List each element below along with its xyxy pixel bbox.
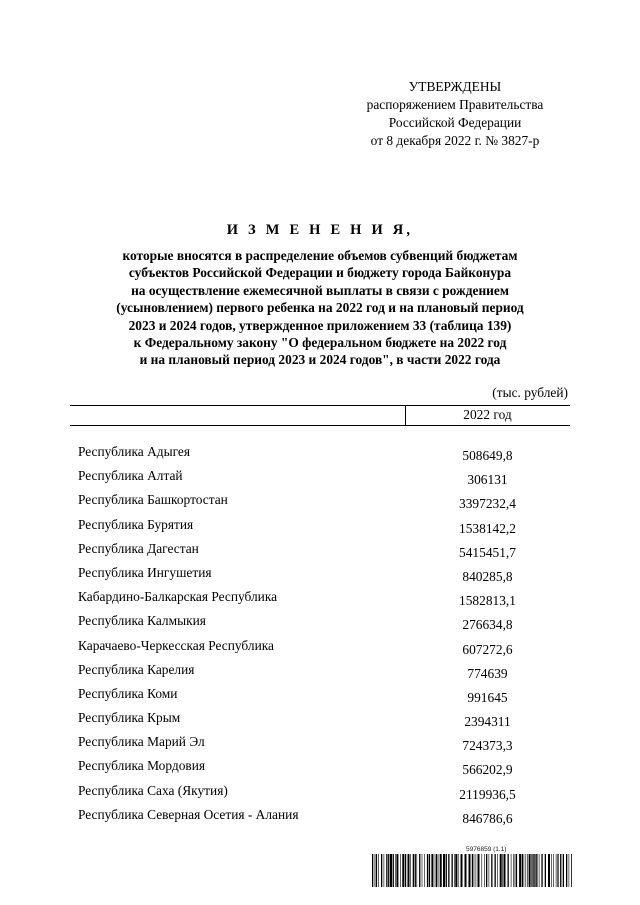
- region-value: 5415451,7: [459, 544, 516, 560]
- region-value: 2119936,5: [459, 786, 516, 802]
- region-value: 306131: [467, 472, 508, 488]
- table-row: [78, 758, 570, 782]
- region-value: 2394311: [464, 714, 511, 730]
- region-name: Республика Адыгея: [78, 444, 190, 459]
- table-row: [78, 468, 570, 492]
- region-name: Карачаево-Черкесская Республика: [78, 637, 274, 653]
- approval-title: УТВЕРЖДЕНЫ: [408, 79, 502, 94]
- document-stamp: [372, 846, 572, 888]
- region-value: 566202,9: [462, 762, 513, 778]
- region-value: 840285,8: [462, 568, 513, 584]
- region-name: Республика Крым: [78, 710, 181, 726]
- region-name: Республика Алтай: [78, 468, 183, 484]
- table-row: [78, 444, 570, 468]
- subtitle-line: на осуществление ежемесячной выплаты в связи с рождением: [131, 282, 509, 298]
- region-value: 846786,6: [462, 810, 513, 826]
- table-row: [78, 662, 570, 686]
- region-name: Республика Северная Осетия - Алания: [78, 806, 299, 822]
- region-value: 1582813,1: [459, 593, 516, 609]
- table-header-rule: [70, 425, 570, 426]
- subtitle-line: к Федеральному закону "О федеральном бюджете на 2022 год: [133, 335, 507, 351]
- table-top-rule: [70, 405, 570, 406]
- region-name: Республика Башкортостан: [78, 492, 228, 508]
- table-row: [78, 710, 570, 734]
- table-row: [78, 686, 570, 710]
- document-title: И З М Е Н Е Н И Я,: [226, 222, 414, 238]
- region-name: Республика Дагестан: [78, 540, 199, 556]
- subtitle-line: 2023 и 2024 годов, утвержденное приложением 33 (таблица 139): [128, 317, 512, 333]
- subtitle-line: субъектов Российской Федерации и бюджету города Байконура: [128, 265, 512, 281]
- region-value: 1538142,2: [459, 520, 516, 536]
- region-name: Республика Марий Эл: [78, 734, 205, 750]
- document-subtitle: [60, 247, 580, 369]
- region-value: 724373,3: [462, 738, 513, 754]
- region-value: 774639: [467, 665, 508, 681]
- region-name: Республика Мордовия: [78, 758, 206, 774]
- approval-date: от 8 декабря 2022 г. № 3827-р: [370, 133, 540, 148]
- region-value: 276634,8: [462, 617, 513, 633]
- table-row: [78, 638, 570, 662]
- table-row: [78, 589, 570, 613]
- subtitle-line: которые вносятся в распределение объемов субвенций бюджетам: [122, 248, 518, 263]
- region-value: 991645: [467, 689, 508, 705]
- units-label: (тыс. рублей): [492, 385, 568, 400]
- approval-block: [340, 78, 570, 150]
- stamp-code: 5976859 (1.1): [466, 846, 507, 853]
- table-row: [78, 565, 570, 589]
- table-row: [78, 613, 570, 637]
- table-row: [78, 541, 570, 565]
- table-body: [78, 444, 570, 831]
- table-row: [78, 783, 570, 807]
- region-name: Кабардино-Балкарская Республика: [78, 589, 278, 605]
- region-name: Республика Бурятия: [78, 516, 194, 532]
- table-row: [78, 517, 570, 541]
- region-name: Республика Саха (Якутия): [78, 782, 228, 798]
- region-name: Республика Карелия: [78, 661, 195, 677]
- region-value: 508649,8: [462, 448, 513, 463]
- approval-line: Российской Федерации: [388, 115, 522, 130]
- table-row: [78, 807, 570, 831]
- table-row: [78, 492, 570, 516]
- column-header-2022: 2022 год: [463, 407, 512, 422]
- region-value: 607272,6: [462, 641, 513, 657]
- region-name: Республика Ингушетия: [78, 564, 212, 580]
- region-name: Республика Коми: [78, 685, 178, 701]
- barcode-icon: [372, 854, 572, 887]
- subtitle-line: и на плановый период 2023 и 2024 годов", в части 2022 года: [139, 352, 501, 368]
- region-value: 3397232,4: [459, 496, 516, 512]
- region-name: Республика Калмыкия: [78, 613, 206, 629]
- subtitle-line: (усыновлением) первого ребенка на 2022 год и на плановый период: [116, 300, 524, 316]
- approval-line: распоряжением Правительства: [366, 97, 544, 112]
- table-row: [78, 734, 570, 758]
